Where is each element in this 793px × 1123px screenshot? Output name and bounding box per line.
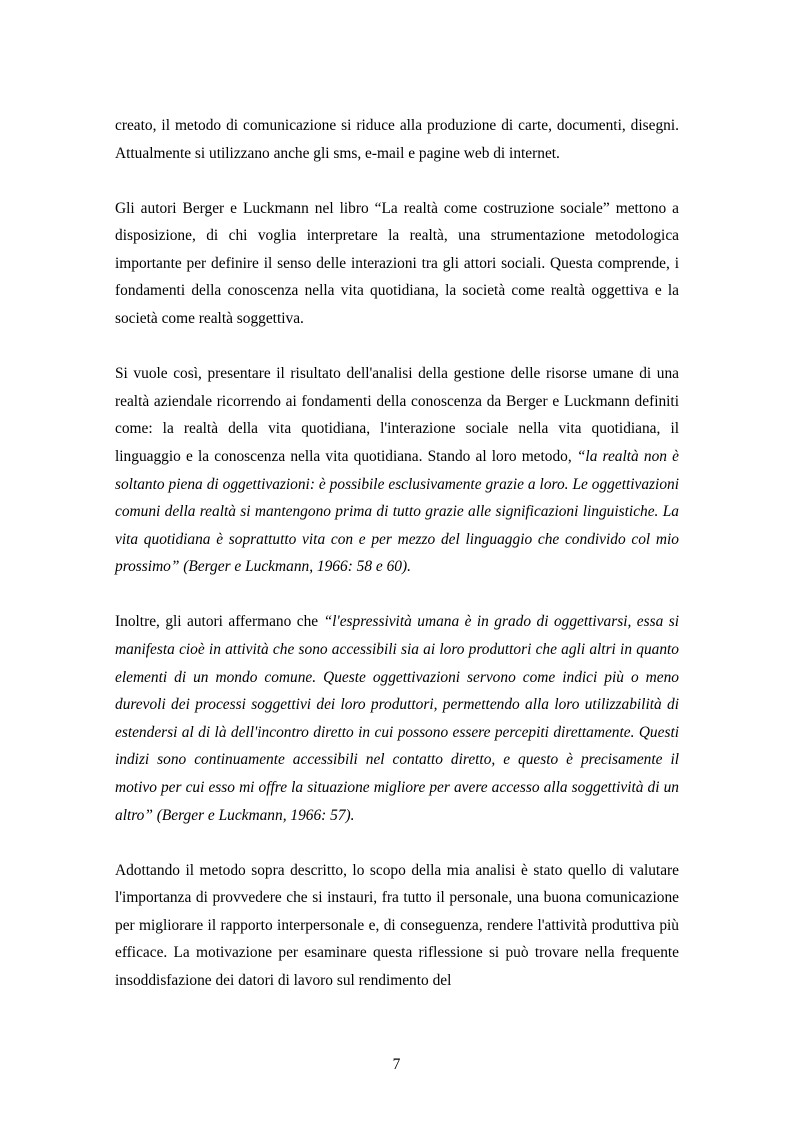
quotation: “l'espressività umana è in grado di oggettivarsi, essa si manifesta cioè in attività che sono accessibili sia ai loro produttori che agli altri in quanto elementi di un mondo comune. Queste oggettivazioni servono come indici più o meno durevoli dei processi soggettivi dei loro produttori, permettendo alla loro utilizzabilità di estendersi al di là dell'incontro diretto in cui possono essere percepiti direttamente. Questi indizi sono continuamente accessibili nel contatto diretto, e questo è precisamente il motivo per cui esso mi offre la situazione migliore per avere accesso alla soggettività di un altro” (Berger e Luckmann, 1966: 57). [115,613,679,824]
paragraph-4 [115,608,679,829]
paragraph-text: Inoltre, gli autori affermano che [115,613,324,631]
page-number: 7 [392,1056,401,1073]
paragraph-text: Si vuole così, presentare il risultato dell'analisi della gestione delle risorse umane di una realtà aziendale ricorrendo ai fondamenti della conoscenza da Berger e Luckmann definiti come: la realtà della vita quotidiana, l'interazione sociale nella vita quotidiana, il linguaggio e la conoscenza nella vita quotidiana. Stando al loro metodo, [115,365,679,465]
paragraph-5 [115,857,679,995]
quotation: “la realtà non è soltanto piena di oggettivazioni: è possibile esclusivamente grazie a loro. Le oggettivazioni comuni della realtà si mantengono prima di tutto grazie alle significazioni linguistiche. La vita quotidiana è soprattutto vita con e per mezzo del linguaggio che condivido col mio prossimo” (Berger e Luckmann, 1966: 58 e 60). [115,447,679,576]
paragraph-3 [115,360,679,581]
paragraph-1 [115,112,679,167]
paragraph-2 [115,195,679,333]
paragraph-text: creato, il metodo di comunicazione si riduce alla produzione di carte, documenti, disegni. Attualmente si utilizzano anche gli sms, e-mail e pagine web di internet. [115,117,679,162]
paragraph-text: Gli autori Berger e Luckmann nel libro “La realtà come costruzione sociale” mettono a disposizione, di chi voglia interpretare la realtà, una strumentazione metodologica importante per definire il senso delle interazioni tra gli attori sociali. Questa comprende, i fondamenti della conoscenza nella vita quotidiana, la società come realtà oggettiva e la società come realtà soggettiva. [115,199,679,328]
paragraph-text: Adottando il metodo sopra descritto, lo scopo della mia analisi è stato quello di valutare l'importanza di provvedere che si instauri, fra tutto il personale, una buona comunicazione per migliorare il rapporto interpersonale e, di conseguenza, rendere l'attività produttiva più efficace. La motivazione per esaminare questa riflessione si può trovare nella frequente insoddisfazione dei datori di lavoro sul rendimento del [115,861,679,990]
document-body [115,112,679,995]
